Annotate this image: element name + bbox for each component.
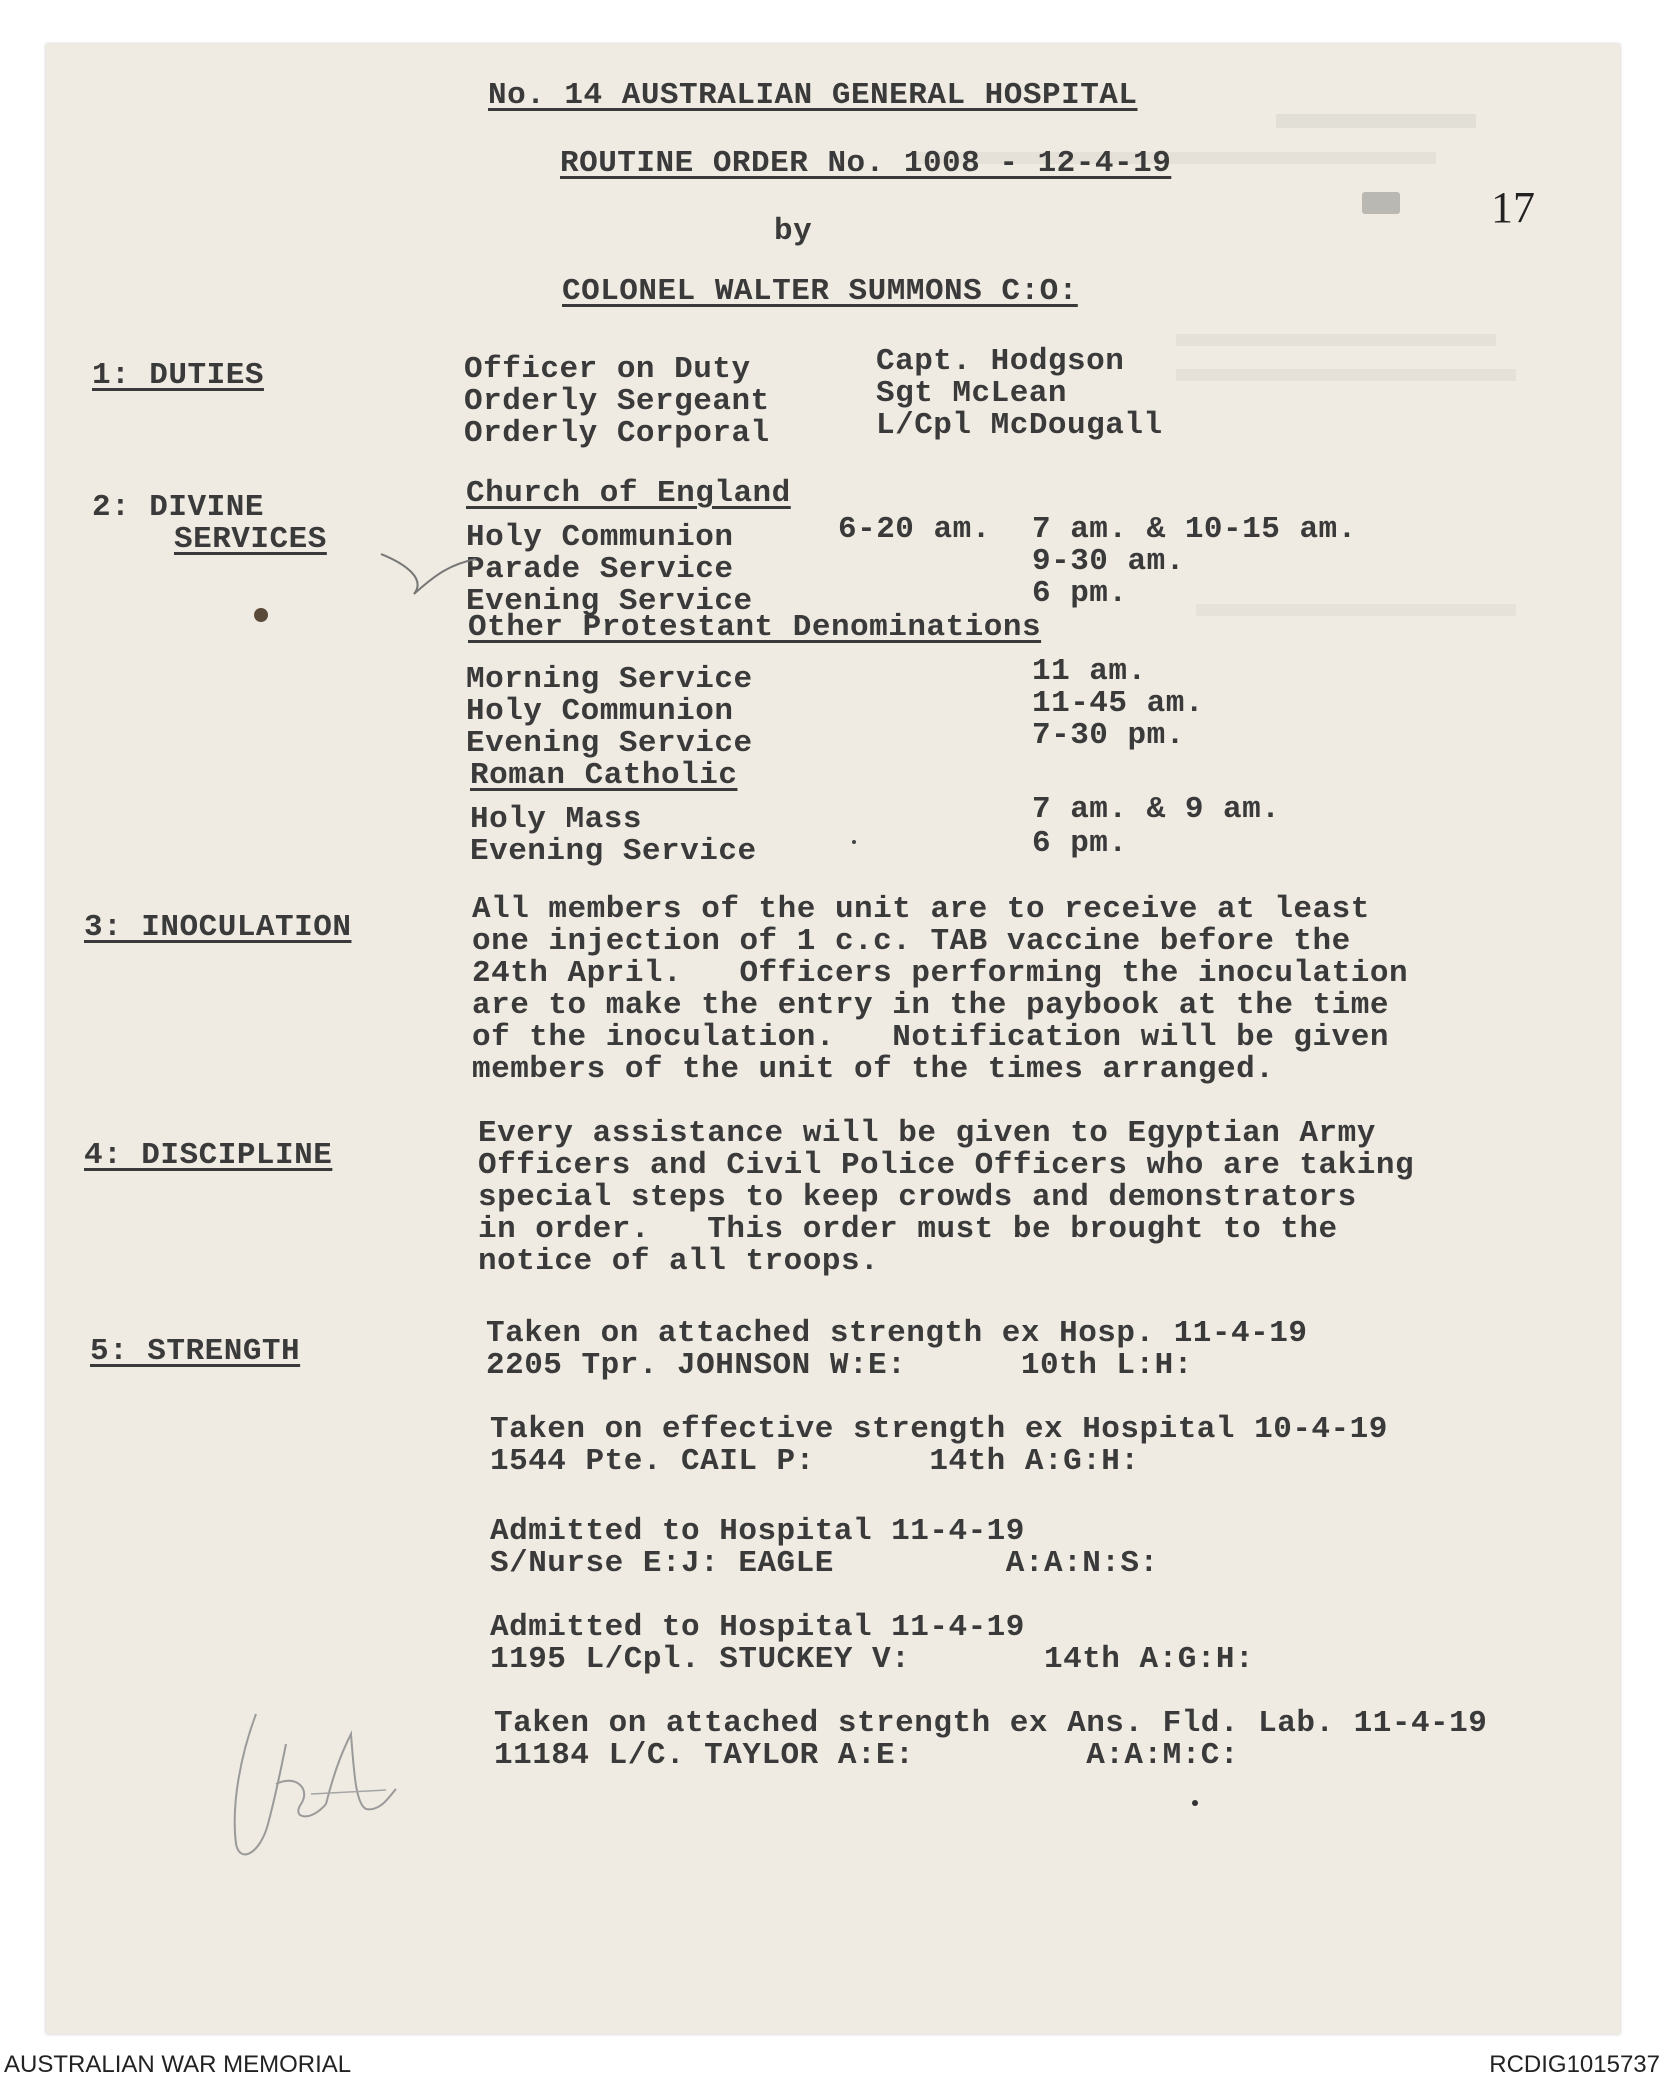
- by-label: by: [774, 214, 813, 249]
- discipline-line: Every assistance will be given to Egyptian Army: [478, 1116, 1376, 1151]
- service-name: Holy Mass: [470, 802, 642, 837]
- service-name: Holy Communion: [466, 520, 734, 555]
- duty-name: Sgt McLean: [876, 376, 1068, 411]
- ink-dot: [852, 840, 856, 844]
- stamp-mark: [1362, 192, 1400, 214]
- service-time: 11 am.: [1032, 654, 1147, 689]
- section-label-strength: 5: STRENGTH: [90, 1334, 301, 1369]
- service-name: Morning Service: [466, 662, 753, 697]
- discipline-line: special steps to keep crowds and demonstrators: [478, 1180, 1357, 1215]
- strength-detail: 1195 L/Cpl. STUCKEY V: 14th A:G:H:: [490, 1642, 1255, 1677]
- service-time: 7 am. & 9 am.: [1032, 792, 1281, 827]
- service-name: Parade Service: [466, 552, 734, 587]
- service-time: 6 pm.: [1032, 576, 1128, 611]
- service-name: Evening Service: [466, 726, 753, 761]
- section-label-inoculation: 3: INOCULATION: [84, 910, 352, 945]
- section-label-duties: 1: DUTIES: [92, 358, 264, 393]
- church-of-england-heading: Church of England: [466, 476, 791, 511]
- inoculation-line: of the inoculation. Notification will be given: [472, 1020, 1389, 1055]
- document-page: [46, 44, 1620, 2034]
- discipline-line: notice of all troops.: [478, 1244, 880, 1279]
- footer-source: AUSTRALIAN WAR MEMORIAL: [4, 2051, 352, 2078]
- inoculation-line: All members of the unit are to receive at least: [472, 892, 1370, 927]
- duty-name: Capt. Hodgson: [876, 344, 1125, 379]
- service-name: Evening Service: [466, 584, 753, 619]
- service-name: Holy Communion: [466, 694, 734, 729]
- commander-title: COLONEL WALTER SUMMONS C:O:: [562, 274, 1078, 309]
- strength-heading: Taken on attached strength ex Ans. Fld. Lab. 11-4-19: [494, 1706, 1488, 1741]
- duty-role: Orderly Sergeant: [464, 384, 770, 419]
- section-label-discipline: 4: DISCIPLINE: [84, 1138, 333, 1173]
- discipline-line: Officers and Civil Police Officers who are taking: [478, 1148, 1415, 1183]
- initials-signature: [216, 1694, 436, 1874]
- footer-id: RCDIG1015737: [1489, 2051, 1660, 2078]
- hospital-title: No. 14 AUSTRALIAN GENERAL HOSPITAL: [488, 78, 1138, 113]
- ink-dot: [1192, 1800, 1198, 1806]
- discipline-line: in order. This order must be brought to the: [478, 1212, 1338, 1247]
- section-label-services: SERVICES: [174, 522, 327, 557]
- service-time: 6-20 am.: [838, 512, 991, 547]
- strength-detail: 1544 Pte. CAIL P: 14th A:G:H:: [490, 1444, 1140, 1479]
- service-time: 6 pm.: [1032, 826, 1128, 861]
- inoculation-line: 24th April. Officers performing the inoculation: [472, 956, 1409, 991]
- inoculation-line: members of the unit of the times arranged.: [472, 1052, 1275, 1087]
- strength-detail: S/Nurse E:J: EAGLE A:A:N:S:: [490, 1546, 1159, 1581]
- section-label-divine: 2: DIVINE: [92, 490, 264, 525]
- strength-heading: Admitted to Hospital 11-4-19: [490, 1514, 1025, 1549]
- strength-detail: 11184 L/C. TAYLOR A:E: A:A:M:C:: [494, 1738, 1240, 1773]
- strength-detail: 2205 Tpr. JOHNSON W:E: 10th L:H:: [486, 1348, 1193, 1383]
- order-title: ROUTINE ORDER No. 1008 - 12-4-19: [560, 146, 1172, 181]
- roman-catholic-heading: Roman Catholic: [470, 758, 738, 793]
- inoculation-line: one injection of 1 c.c. TAB vaccine before the: [472, 924, 1351, 959]
- service-time: 11-45 am.: [1032, 686, 1204, 721]
- strength-heading: Taken on attached strength ex Hosp. 11-4-19: [486, 1316, 1308, 1351]
- service-time: 7-30 pm.: [1032, 718, 1185, 753]
- duty-role: Officer on Duty: [464, 352, 751, 387]
- strength-heading: Taken on effective strength ex Hospital 10-4-19: [490, 1412, 1388, 1447]
- duty-role: Orderly Corporal: [464, 416, 770, 451]
- page-number: 17: [1491, 183, 1535, 232]
- inoculation-line: are to make the entry in the paybook at the time: [472, 988, 1389, 1023]
- other-protestant-heading: Other Protestant Denominations: [468, 610, 1042, 645]
- strength-heading: Admitted to Hospital 11-4-19: [490, 1610, 1025, 1645]
- pencil-tick-mark: [376, 534, 486, 604]
- service-time: 9-30 am.: [1032, 544, 1185, 579]
- ink-blot: [254, 608, 268, 622]
- service-time: 7 am. & 10-15 am.: [1032, 512, 1357, 547]
- duty-name: L/Cpl McDougall: [876, 408, 1163, 443]
- service-name: Evening Service: [470, 834, 757, 869]
